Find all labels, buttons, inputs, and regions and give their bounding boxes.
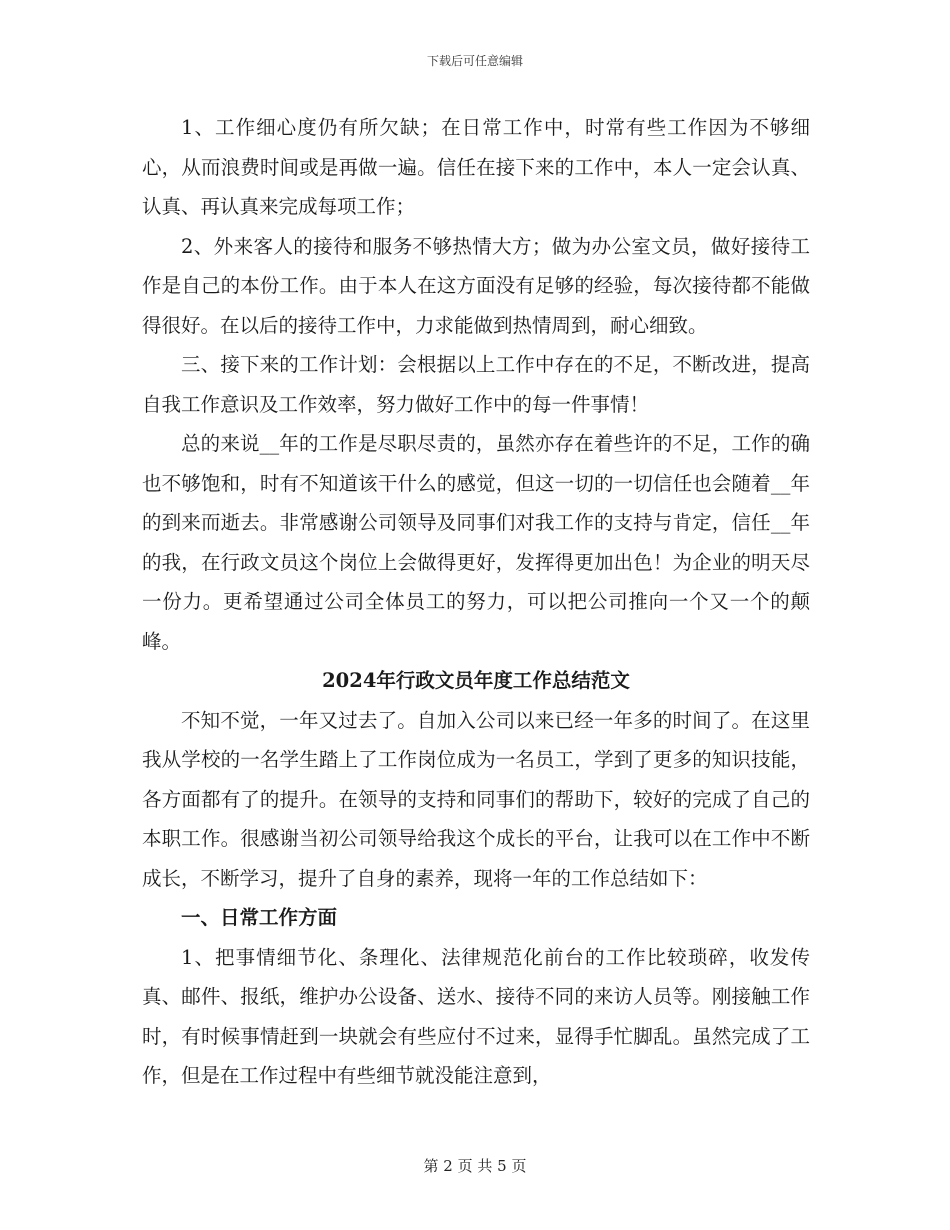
page-header: 下载后可任意编辑 [426, 54, 523, 68]
section-title: 2024年行政文员年度工作总结范文 [322, 669, 630, 692]
paragraph-reception-service: 2、外来客人的接待和服务不够热情大方；做为办公室文员，做好接待工作是自己的本份工作。由于本人在这方面没有足够的经验，每次接待都不能做得很好。在以后的接待工作中，力求能做到热情周到，耐心细致。 [142, 234, 810, 337]
paragraph-intro: 不知不觉，一年又过去了。自加入公司以来已经一年多的时间了。在这里我从学校的一名学生踏上了工作岗位成为一名员工，学到了更多的知识技能，各方面都有了的提升。在领导的支持和同事们的帮助下，较好的完成了自己的本职工作。很感谢当初公司领导给我这个成长的平台，让我可以在工作中不断成长，不断学习，提升了自身的素养，现将一年的工作总结如下： [142, 708, 810, 890]
document-body [142, 108, 810, 1096]
paragraph-daily-work-detail: 1、把事情细节化、条理化、法律规范化前台的工作比较琐碎，收发传真、邮件、报纸，维护办公设备、送水、接待不同的来访人员等。刚接触工作时，有时候事情赶到一块就会有些应付不过来，显得手忙脚乱。虽然完成了工作，但是在工作过程中有些细节就没能注意到， [142, 945, 810, 1087]
paragraph-work-plan: 三、接下来的工作计划：会根据以上工作中存在的不足，不断改进，提高自我工作意识及工作效率，努力做好工作中的每一件事情！ [142, 353, 810, 416]
page-footer: 第 2 页 共 5 页 [423, 1157, 527, 1175]
section-heading-daily-work: 一、日常工作方面 [181, 906, 338, 929]
paragraph-detail-deficiency: 1、工作细心度仍有所欠缺；在日常工作中，时常有些工作因为不够细心，从而浪费时间或是再做一遍。信任在接下来的工作中，本人一定会认真、认真、再认真来完成每项工作； [142, 116, 810, 218]
paragraph-summary: 总的来说__年的工作是尽职尽责的，虽然亦存在着些许的不足，工作的确也不够饱和，时有不知道该干什么的感觉，但这一切的一切信任也会随着__年的到来而逝去。非常感谢公司领导及同事们对我工作的支持与肯定，信任__年的我，在行政文员这个岗位上会做得更好，发挥得更加出色！为企业的明天尽一份力。更希望通过公司全体员工的努力，可以把公司推向一个又一个的颠峰。 [142, 432, 810, 653]
